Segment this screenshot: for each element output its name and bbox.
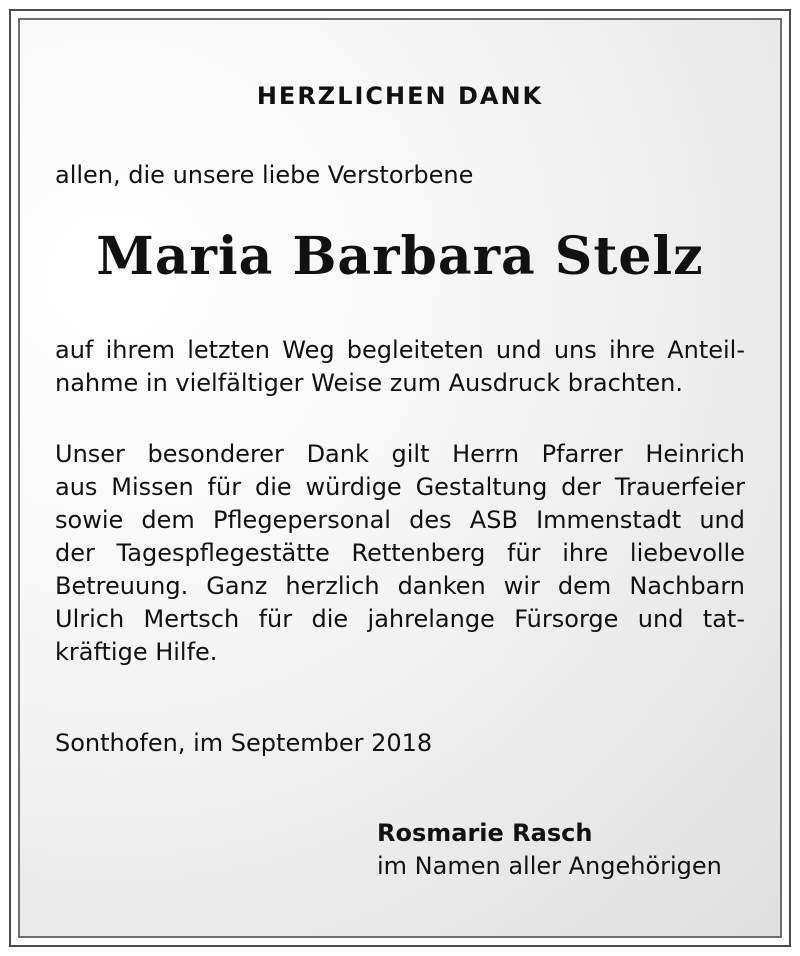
paragraph-2-line: Unser besonderer Dank gilt Herrn Pfarrer Heinrich (55, 440, 745, 468)
intro-text: allen, die unsere liebe Verstorbene (55, 161, 474, 189)
paragraph-2-line: sowie dem Pflegepersonal des ASB Immenstadt und (55, 506, 745, 534)
paragraph-2-line: der Tagespflegestätte Rettenberg für ihre liebevolle (55, 539, 745, 567)
paragraph-2-line: kräftige Hilfe. (55, 638, 218, 666)
place-date: Sonthofen, im September 2018 (55, 729, 433, 757)
paragraph-2-line: Betreuung. Ganz herzlich danken wir dem Nachbarn (55, 572, 745, 600)
signatory-note: im Namen aller Angehörigen (377, 852, 722, 880)
paragraph-1 (55, 334, 745, 400)
deceased-name: Maria Barbara Stelz (96, 226, 704, 287)
paragraph-1-line: auf ihrem letzten Weg begleiteten und uns ihre Anteil- (55, 336, 745, 364)
paragraph-2-line: aus Missen für die würdige Gestaltung der Trauerfeier (55, 473, 745, 501)
notice-heading: HERZLICHEN DANK (256, 82, 544, 110)
paragraph-2-line: Ulrich Mertsch für die jahrelange Fürsorge und tat- (55, 605, 745, 633)
paragraph-2 (55, 438, 745, 669)
signatory-name: Rosmarie Rasch (377, 819, 593, 847)
paragraph-1-line: nahme in vielfältiger Weise zum Ausdruck brachten. (55, 369, 683, 397)
